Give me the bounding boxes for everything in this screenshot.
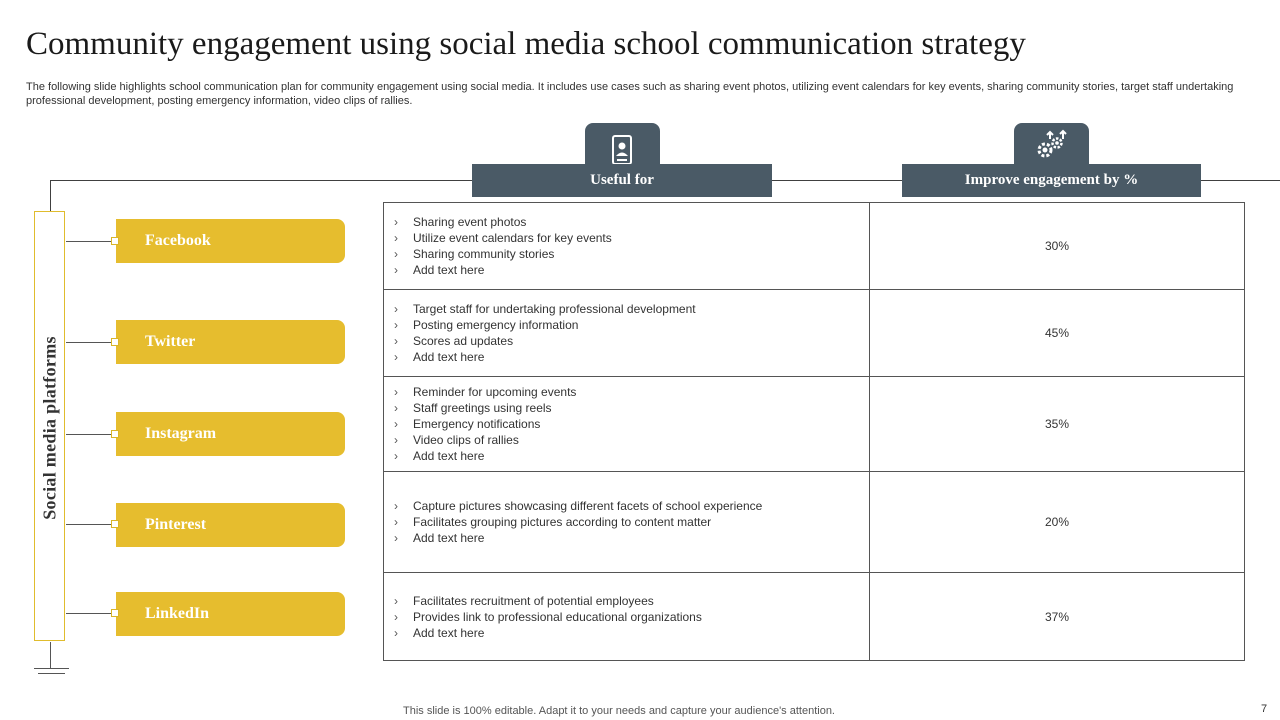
uses-list: [394, 593, 869, 641]
engagement-value: 20%: [870, 472, 1245, 573]
platform-name: Twitter: [145, 333, 196, 350]
slide-subtitle: The following slide highlights school communication plan for community engagement using social media. It includes use cases such as sharing event photos, utilizing event calendars for key events, sharing community stories, target staff undertaking professional development, posting emergency information, video clips of rallies.: [26, 81, 1234, 107]
engagement-table: [383, 202, 1245, 661]
engagement-value: 37%: [870, 573, 1245, 661]
platform-pill-facebook: [116, 219, 345, 263]
engagement-value: 45%: [870, 290, 1245, 377]
connector-facebook: [66, 241, 116, 242]
connector-linkedin: [66, 613, 116, 614]
platform-pill-pinterest: [116, 503, 345, 547]
connector-pinterest: [66, 524, 116, 525]
uses-list: [394, 301, 869, 365]
useful-for-label: Useful for: [590, 172, 654, 188]
platform-pill-linkedin: [116, 592, 345, 636]
list-item: › Add text here: [394, 349, 869, 365]
table-row: [384, 203, 1245, 290]
list-item: › Facilitates grouping pictures according to content matter: [394, 514, 869, 530]
uses-list: [394, 498, 869, 546]
list-item: › Reminder for upcoming events: [394, 384, 869, 400]
slide-footer: This slide is 100% editable. Adapt it to your needs and capture your audience's attention.: [403, 705, 835, 717]
connector-node: [111, 430, 119, 438]
connector-instagram: [66, 434, 116, 435]
uses-list: [394, 214, 869, 278]
list-item: › Target staff for undertaking professional development: [394, 301, 869, 317]
connector-node: [111, 609, 119, 617]
list-item: › Capture pictures showcasing different facets of school experience: [394, 498, 869, 514]
engagement-header: [902, 164, 1201, 197]
uses-list: [394, 384, 869, 464]
uses-cell: [384, 203, 870, 290]
list-item: › Scores ad updates: [394, 333, 869, 349]
uses-cell: [384, 472, 870, 573]
table-row: [384, 377, 1245, 472]
list-item: › Utilize event calendars for key events: [394, 230, 869, 246]
list-item: › Sharing event photos: [394, 214, 869, 230]
list-item: › Emergency notifications: [394, 416, 869, 432]
engagement-value: 30%: [870, 203, 1245, 290]
uses-cell: [384, 573, 870, 661]
uses-cell: [384, 290, 870, 377]
platform-name: Pinterest: [145, 516, 207, 533]
gears-icon: [1034, 128, 1068, 162]
uses-cell: [384, 377, 870, 472]
list-item: › Provides link to professional educational organizations: [394, 609, 869, 625]
table-row: [384, 472, 1245, 573]
id-card-icon: [612, 135, 632, 165]
table-row: [384, 573, 1245, 661]
platform-name: LinkedIn: [145, 605, 210, 622]
list-item: › Facilitates recruitment of potential employees: [394, 593, 869, 609]
engagement-value: 35%: [870, 377, 1245, 472]
page-number: 7: [1261, 703, 1268, 715]
list-item: › Sharing community stories: [394, 246, 869, 262]
top-connector-drop: [50, 180, 51, 211]
connector-node: [111, 338, 119, 346]
engagement-label: Improve engagement by %: [964, 172, 1139, 188]
list-item: › Staff greetings using reels: [394, 400, 869, 416]
slide-title: Community engagement using social media school communication strategy: [26, 26, 1026, 62]
list-item: › Video clips of rallies: [394, 432, 869, 448]
list-item: › Add text here: [394, 448, 869, 464]
platform-pill-instagram: [116, 412, 345, 456]
useful-for-header: [472, 164, 772, 197]
ground-stem: [50, 642, 51, 668]
connector-node: [111, 237, 119, 245]
ground-bar-narrow: [38, 673, 65, 674]
platform-name: Instagram: [145, 425, 217, 442]
table-row: [384, 290, 1245, 377]
list-item: › Add text here: [394, 262, 869, 278]
list-item: › Add text here: [394, 530, 869, 546]
connector-node: [111, 520, 119, 528]
list-item: › Posting emergency information: [394, 317, 869, 333]
platform-pill-twitter: [116, 320, 345, 364]
platform-name: Facebook: [145, 232, 211, 249]
connector-twitter: [66, 342, 116, 343]
platforms-label: Social media platforms: [39, 336, 60, 520]
list-item: › Add text here: [394, 625, 869, 641]
ground-bar-wide: [34, 668, 69, 669]
